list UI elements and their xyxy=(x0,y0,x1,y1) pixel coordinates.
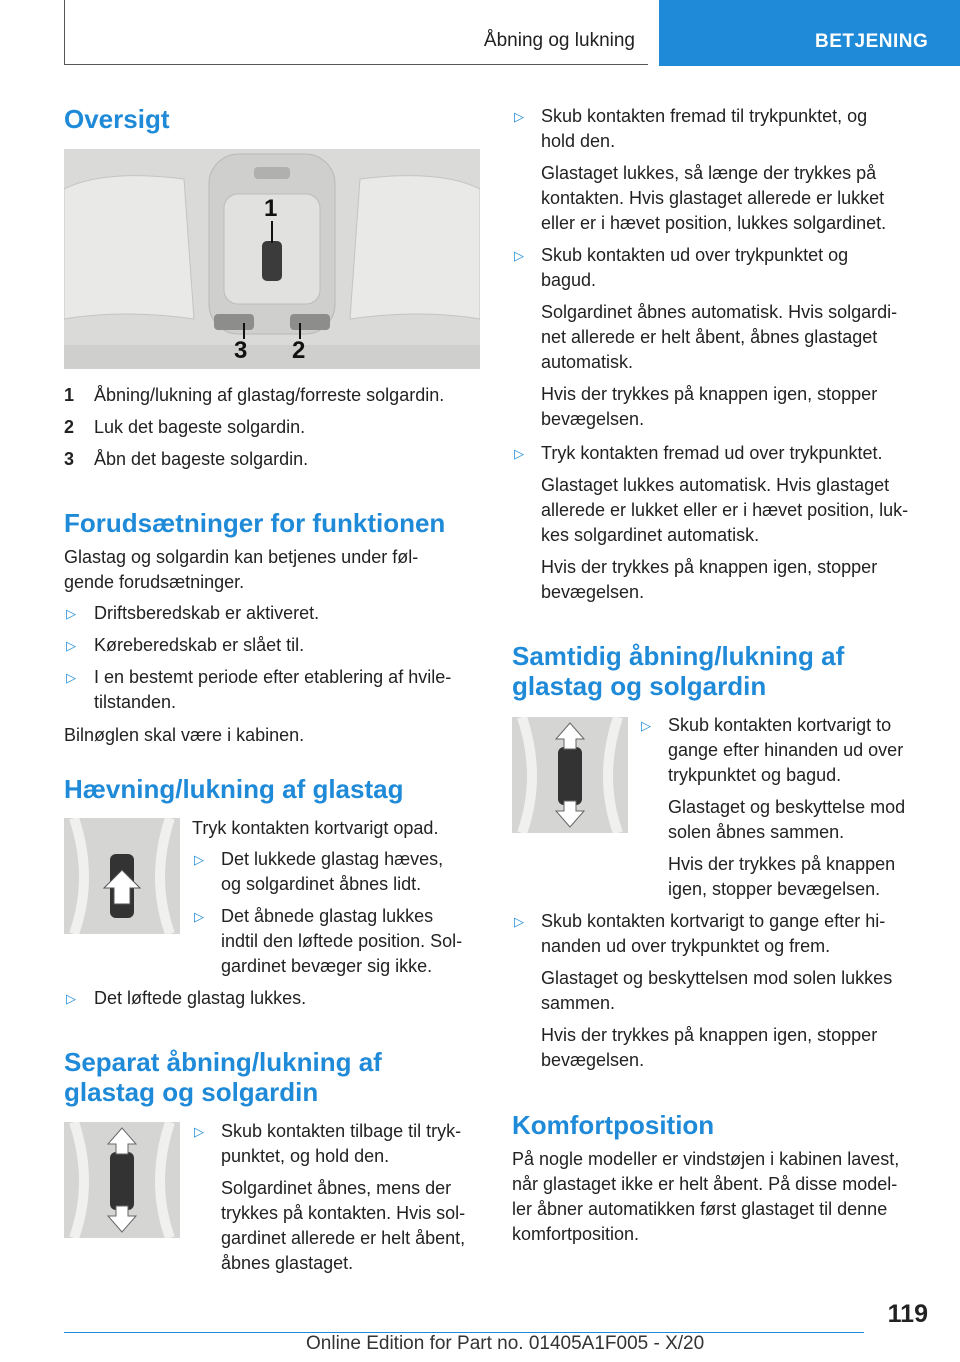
heading-forudsaetninger: Forudsætninger for funktionen xyxy=(64,508,446,538)
bullet-triangle-icon: ▷ xyxy=(194,852,204,867)
header-rule-left xyxy=(64,0,65,64)
right-b3p1-line1: Glastaget lukkes automatisk. Hvis glastaget xyxy=(541,475,890,495)
callout-3: 3 xyxy=(234,337,248,364)
right-b1-line1: Skub kontakten fremad til trykpunktet, og xyxy=(541,106,868,126)
foruds-bullet-1: Driftsberedskab er aktiveret. xyxy=(94,603,320,623)
separat-p-line2: trykkes på kontakten. Hvis sol- xyxy=(221,1203,466,1223)
samtidig-b1p2-line1: Hvis der trykkes på knappen xyxy=(668,854,896,874)
legend-text-3: Åbn det bageste solgardin. xyxy=(94,449,309,469)
haevning-intro: Tryk kontakten kortvarigt opad. xyxy=(192,818,439,838)
bullet-triangle-icon: ▷ xyxy=(641,718,651,733)
foruds-bullet-3-line2: tilstanden. xyxy=(94,692,177,712)
samtidig-b2-line1: Skub kontakten kortvarigt to gange efter hi- xyxy=(541,911,886,931)
haevning-bullet-3: Det løftede glastag lukkes. xyxy=(94,988,307,1008)
section-tab-label: BETJENING xyxy=(815,31,929,52)
haevning-bullet-2-line1: Det åbnede glastag lukkes xyxy=(221,906,434,926)
legend-number-3: 3 xyxy=(64,449,75,469)
bullet-triangle-icon: ▷ xyxy=(66,670,76,685)
switch-double-illustration xyxy=(512,717,628,833)
separat-p-line4: åbnes glastaget. xyxy=(221,1253,354,1273)
heading-haevning: Hævning/lukning af glastag xyxy=(64,774,404,804)
legend-text-1: Åbning/lukning af glastag/forreste solgardin. xyxy=(94,385,445,405)
right-b3p2-line2: bevægelsen. xyxy=(541,582,645,602)
foruds-key-note: Bilnøglen skal være i kabinen. xyxy=(64,725,305,745)
bullet-triangle-icon: ▷ xyxy=(514,914,524,929)
heading-komfortposition: Komfortposition xyxy=(512,1110,715,1140)
haevning-bullet-2-line2: indtil den løftede position. Sol- xyxy=(221,931,463,951)
right-b2p2-line1: Hvis der trykkes på knappen igen, stopper xyxy=(541,384,878,404)
haevning-bullet-1-line2: og solgardinet åbnes lidt. xyxy=(221,874,422,894)
legend-number-2: 2 xyxy=(64,417,75,437)
right-b1p-line2: kontakten. Hvis glastaget allerede er lukket xyxy=(541,188,885,208)
right-b3p2-line1: Hvis der trykkes på knappen igen, stopper xyxy=(541,557,878,577)
switch-up-illustration xyxy=(64,818,180,934)
samtidig-b1-line3: trykpunktet og bagud. xyxy=(668,765,842,785)
komfort-line2: når glastaget ikke er helt åbent. På disse model- xyxy=(512,1174,898,1194)
separat-p-line1: Solgardinet åbnes, mens der xyxy=(221,1178,452,1198)
bullet-triangle-icon: ▷ xyxy=(194,1124,204,1139)
samtidig-b2p1-line2: sammen. xyxy=(541,993,616,1013)
bullet-triangle-icon: ▷ xyxy=(514,109,524,124)
right-b2p2-line2: bevægelsen. xyxy=(541,409,645,429)
bullet-triangle-icon: ▷ xyxy=(66,606,76,621)
bullet-triangle-icon: ▷ xyxy=(66,638,76,653)
samtidig-b2-line2: nanden ud over trykpunktet og frem. xyxy=(541,936,831,956)
separat-bullet-line1: Skub kontakten tilbage til tryk- xyxy=(221,1121,462,1141)
right-b2-line2: bagud. xyxy=(541,270,597,290)
foruds-intro-line1: Glastag og solgardin kan betjenes under føl- xyxy=(64,547,419,567)
haevning-bullet-1-line1: Det lukkede glastag hæves, xyxy=(221,849,444,869)
right-b3p1-line2: allerede er lukket eller er i hævet position, luk- xyxy=(541,500,909,520)
switch-updown-illustration xyxy=(64,1122,180,1238)
right-b3p1-line3: kes solgardinet automatisk. xyxy=(541,525,760,545)
right-b2p1-line2: net allerede er helt åbent, åbnes glastaget xyxy=(541,327,878,347)
legend-text-2: Luk det bageste solgardin. xyxy=(94,417,306,437)
right-b2-line1: Skub kontakten ud over trykpunktet og xyxy=(541,245,849,265)
heading-separat-line1: Separat åbning/lukning af xyxy=(64,1047,382,1077)
right-b1p-line1: Glastaget lukkes, så længe der trykkes på xyxy=(541,163,877,183)
samtidig-b1-line2: gange efter hinanden ud over xyxy=(668,740,904,760)
switch-up-image xyxy=(64,818,180,934)
heading-oversigt: Oversigt xyxy=(64,104,170,134)
chapter-title: Åbning og lukning xyxy=(483,30,635,51)
samtidig-b1p1-line2: solen åbnes sammen. xyxy=(668,822,845,842)
komfort-line4: komfortposition. xyxy=(512,1224,640,1244)
komfort-line3: ler åbner automatikken først glastaget til denne xyxy=(512,1199,888,1219)
haevning-bullet-2-line3: gardinet bevæger sig ikke. xyxy=(221,956,433,976)
heading-separat-line2: glastag og solgardin xyxy=(64,1077,319,1107)
samtidig-b1p2-line2: igen, stopper bevægelsen. xyxy=(668,879,881,899)
bullet-triangle-icon: ▷ xyxy=(514,446,524,461)
right-b3-line1: Tryk kontakten fremad ud over trykpunktet. xyxy=(541,443,883,463)
samtidig-b1p1-line1: Glastaget og beskyttelse mod xyxy=(668,797,906,817)
roof-console-illustration xyxy=(64,149,480,369)
bullet-triangle-icon: ▷ xyxy=(514,248,524,263)
footer-edition: Online Edition for Part no. 01405A1F005 - X/20 xyxy=(306,1333,705,1354)
right-b2p1-line1: Solgardinet åbnes automatisk. Hvis solgardi- xyxy=(541,302,898,322)
samtidig-b2p2-line2: bevægelsen. xyxy=(541,1050,645,1070)
separat-bullet-line2: punktet, og hold den. xyxy=(221,1146,390,1166)
samtidig-b2p1-line1: Glastaget og beskyttelsen mod solen lukkes xyxy=(541,968,893,988)
callout-2: 2 xyxy=(292,337,306,364)
legend-number-1: 1 xyxy=(64,385,75,405)
bullet-triangle-icon: ▷ xyxy=(194,909,204,924)
heading-samtidig-line2: glastag og solgardin xyxy=(512,671,767,701)
samtidig-b2p2-line1: Hvis der trykkes på knappen igen, stopper xyxy=(541,1025,878,1045)
heading-samtidig-line1: Samtidig åbning/lukning af xyxy=(512,641,845,671)
right-b1-line2: hold den. xyxy=(541,131,616,151)
header-rule-bottom xyxy=(64,64,648,65)
page-number: 119 xyxy=(887,1300,928,1328)
samtidig-b1-line1: Skub kontakten kortvarigt to xyxy=(668,715,892,735)
bullet-triangle-icon: ▷ xyxy=(66,991,76,1006)
right-b1p-line3: eller er i hævet position, lukkes solgardinet. xyxy=(541,213,887,233)
callout-1: 1 xyxy=(264,195,278,222)
section-tab xyxy=(659,0,960,66)
switch-updown-image xyxy=(64,1122,180,1238)
roof-console-image xyxy=(64,149,480,369)
foruds-bullet-2: Køreberedskab er slået til. xyxy=(94,635,305,655)
foruds-intro-line2: gende forudsætninger. xyxy=(64,572,245,592)
komfort-line1: På nogle modeller er vindstøjen i kabinen lavest, xyxy=(512,1149,900,1169)
switch-double-image xyxy=(512,717,628,833)
right-b2p1-line3: automatisk. xyxy=(541,352,634,372)
foruds-bullet-3-line1: I en bestemt periode efter etablering af hvile- xyxy=(94,667,452,687)
separat-p-line3: gardinet allerede er helt åbent, xyxy=(221,1228,466,1248)
